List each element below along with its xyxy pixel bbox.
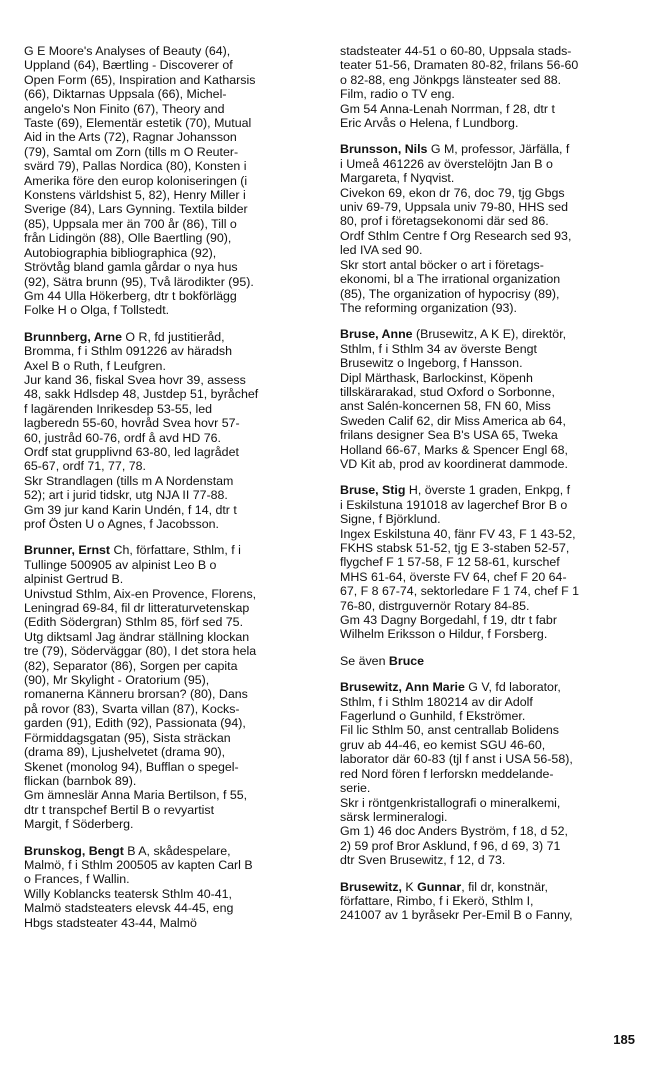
entry-line: [24, 260, 322, 274]
entry-line: [24, 760, 322, 774]
entry-text: (79), Samtal om Zorn (tills m O Reuter-: [24, 144, 239, 159]
entry-text: Bromma, f i Sthlm 091226 av häradsh: [24, 344, 232, 359]
entry-text: stadsteater 44-51 o 60-80, Uppsala stads-: [340, 44, 572, 58]
entry-line: [340, 214, 638, 228]
entry-text: Ch, författare, Sthlm, f i: [110, 543, 241, 558]
entry-line: [340, 73, 638, 87]
entry-line: [340, 695, 638, 709]
entry-line: [24, 289, 322, 303]
entry-text: alpinist Gertrud B.: [24, 572, 124, 587]
entry-line: [24, 445, 322, 459]
entry-text: Univstud Sthlm, Aix-en Provence, Florens,: [24, 586, 257, 601]
entry-line: [340, 229, 638, 243]
dictionary-entry: [24, 330, 322, 532]
entry-text: 65-67, ordf 71, 77, 78.: [24, 459, 146, 474]
entry-line: [24, 858, 322, 872]
entry-text: Wilhelm Eriksson o Hildur, f Forsberg.: [340, 627, 548, 642]
entry-headword: Bruse, Stig: [340, 483, 406, 498]
entry-line: [340, 301, 638, 315]
entry-line: [24, 303, 322, 317]
entry-line: [340, 356, 638, 370]
entry-text: (82), Separator (86), Sorgen per capita: [24, 658, 238, 673]
entry-text: Dipl Märthask, Barlockinst, Köpenh: [340, 370, 533, 385]
entry-text: Ordf Sthlm Centre f Org Research sed 93,: [340, 228, 572, 243]
entry-text: från Lidingön (88), Olle Baertling (90),: [24, 231, 232, 246]
entry-text: (85), The organization of hypocrisy (89),: [340, 286, 560, 301]
entry-text: Skr stort antal böcker o art i företags-: [340, 257, 544, 272]
entry-line: [340, 512, 638, 526]
entry-text: 241007 av 1 byråsekr Per-Emil B o Fanny,: [340, 908, 573, 923]
entry-line: [24, 673, 322, 687]
entry-line: [24, 58, 322, 72]
entry-text: Willy Koblancks teatersk Sthlm 40-41,: [24, 886, 232, 901]
entry-line: [24, 102, 322, 116]
entry-line: [340, 102, 638, 116]
entry-line: [24, 130, 322, 144]
entry-text: romanerna Känneru brorsan? (80), Dans: [24, 687, 248, 702]
entry-text: Folke H o Olga, f Tollstedt.: [24, 303, 170, 318]
entry-line: [340, 443, 638, 457]
entry-line: [340, 627, 638, 641]
entry-line: [340, 87, 638, 101]
entry-line: [340, 498, 638, 512]
entry-text: Fil lic Sthlm 50, anst centrallab Bolidens: [340, 723, 560, 738]
entry-text: Gm 43 Dagny Borgedahl, f 19, dtr t fabr: [340, 613, 557, 628]
entry-line: [340, 483, 638, 497]
entry-text: på rovor (83), Svarta villan (87), Kocks-: [24, 701, 240, 716]
entry-text: tillskärarakad, stud Oxford o Sorbonne,: [340, 384, 555, 399]
entry-line: [24, 159, 322, 173]
entry-text: Utg diktsaml Jag ändrar ställning klockan: [24, 629, 250, 644]
entry-line: [24, 702, 322, 716]
entry-text: (92), Sätra brunn (95), Två lärodikter (95).: [24, 274, 254, 289]
entry-line: [340, 723, 638, 737]
entry-line: [340, 908, 638, 922]
entry-text: Malmö stadsteaters elevsk 44-45, eng: [24, 901, 234, 916]
entry-line: [24, 474, 322, 488]
entry-text: Gm 39 jur kand Karin Undén, f 14, dtr t: [24, 502, 237, 517]
entry-line: [340, 894, 638, 908]
entry-text: Open Form (65), Inspiration and Katharsis: [24, 72, 256, 87]
entry-line: [340, 327, 638, 341]
entry-headword: Brusewitz, Ann Marie: [340, 680, 465, 695]
entry-line: [340, 287, 638, 301]
entry-text: H, överste 1 graden, Enkpg, f: [405, 483, 571, 498]
entry-highlight: Gunnar: [417, 879, 462, 894]
entry-highlight: Bruce: [388, 653, 425, 668]
entry-text: Brusewitz o Ingeborg, f Hansson.: [340, 356, 523, 371]
dictionary-entry: [340, 654, 638, 668]
entry-headword: Brunner, Ernst: [24, 543, 111, 558]
entry-text: 52); art i jurid tidskr, utg NJA II 77-88.: [24, 488, 228, 503]
entry-line: [24, 330, 322, 344]
entry-text: Gm 54 Anna-Lenah Norrman, f 28, dtr t: [340, 101, 555, 116]
entry-line: [340, 44, 638, 58]
entry-line: [340, 781, 638, 795]
entry-text: (Edith Södergran) Sthlm 85, förf sed 75.: [24, 615, 244, 630]
entry-line: [24, 844, 322, 858]
entry-line: [24, 558, 322, 572]
entry-line: [340, 157, 638, 171]
entry-text: ekonomi, bl a The irrational organization: [340, 272, 561, 287]
entry-line: [24, 630, 322, 644]
entry-text: Skr i röntgenkristallografi o mineralkemi,: [340, 795, 561, 810]
entry-line: [24, 459, 322, 473]
entry-line: [340, 613, 638, 627]
entry-text: anst Salén-koncernen 58, FN 60, Miss: [340, 399, 551, 414]
entry-text: Amerika före den europ koloniseringen (i: [24, 173, 248, 188]
entry-line: [340, 767, 638, 781]
entry-text: särsk lermineralogi.: [340, 809, 448, 824]
entry-line: [24, 803, 322, 817]
entry-line: [340, 200, 638, 214]
entry-text: o 82-88, eng Jönkpgs länsteater sed 88.: [340, 72, 562, 87]
entry-text: Strövtåg bland gamla gårdar o nya hus: [24, 260, 238, 275]
entry-line: [340, 527, 638, 541]
entry-line: [24, 503, 322, 517]
entry-line: [24, 116, 322, 130]
entry-line: [24, 488, 322, 502]
entry-line: [340, 853, 638, 867]
left-column: [24, 44, 322, 942]
entry-line: [340, 654, 638, 668]
entry-text: Uppland (64), Bærtling - Discoverer of: [24, 58, 233, 73]
entry-text: serie.: [340, 781, 371, 796]
entry-text: Förmiddagsgatan (95), Sista sträckan: [24, 730, 231, 745]
entry-line: [340, 457, 638, 471]
entry-text: MHS 61-64, överste FV 64, chef F 20 64-: [340, 569, 567, 584]
entry-text: red Nord fören f lerforskn meddelande-: [340, 766, 554, 781]
entry-text: 60, justråd 60-76, ordf å avd HD 76.: [24, 430, 221, 445]
entry-line: [24, 73, 322, 87]
entry-text: Sweden Calif 62, dir Miss America ab 64,: [340, 413, 566, 428]
entry-text: (Brusewitz, A K E), direktör,: [412, 327, 567, 342]
entry-text: i Umeå 461226 av överstelöjtn Jan B o: [340, 156, 553, 171]
entry-text: Civekon 69, ekon dr 76, doc 79, tjg Gbgs: [340, 185, 565, 200]
entry-text: G V, fd laborator,: [464, 680, 561, 695]
dictionary-entry: [340, 327, 638, 471]
entry-text: Malmö, f i Sthlm 200505 av kapten Carl B: [24, 857, 253, 872]
entry-text: angelo's Non Finito (67), Theory and: [24, 101, 225, 116]
entry-text: (85), Uppsala mer än 700 år (86), Till o: [24, 216, 237, 231]
entry-line: [24, 659, 322, 673]
entry-text: Konstens världshist 5, 82), Henry Miller i: [24, 188, 246, 203]
entry-line: [24, 402, 322, 416]
entry-line: [340, 584, 638, 598]
entry-line: [24, 543, 322, 557]
entry-text: Margareta, f Nyqvist.: [340, 171, 455, 186]
dictionary-entry: [340, 44, 638, 130]
entry-text: Aid in the Arts (72), Ragnar Johansson: [24, 130, 237, 145]
dictionary-entry: [24, 44, 322, 318]
entry-text: G M, professor, Järfälla, f: [427, 142, 570, 157]
entry-text: flickan (barnbok 89).: [24, 773, 137, 788]
entry-line: [340, 371, 638, 385]
entry-line: [340, 599, 638, 613]
dictionary-entry: [340, 142, 638, 315]
entry-headword: Bruse, Anne: [340, 327, 413, 342]
entry-text: teater 51-56, Dramaten 80-82, frilans 56-60: [340, 58, 579, 73]
entry-text: B A, skådespelare,: [123, 843, 231, 858]
entry-line: [340, 186, 638, 200]
entry-line: [24, 174, 322, 188]
entry-line: [340, 541, 638, 555]
entry-line: [24, 359, 322, 373]
entry-line: [340, 342, 638, 356]
entry-text: Skenet (monolog 94), Bufflan o spegel-: [24, 759, 239, 774]
entry-line: [340, 709, 638, 723]
entry-headword: Brusewitz,: [340, 879, 402, 894]
entry-text: tre (79), Söderväggar (80), I det stora hela: [24, 644, 257, 659]
entry-text: Tullinge 500905 av alpinist Leo B o: [24, 557, 217, 572]
entry-line: [340, 142, 638, 156]
entry-text: (90), Mr Skylight - Oratorium (95),: [24, 673, 210, 688]
entry-text: flygchef F 1 57-58, F 12 58-61, kurschef: [340, 555, 560, 570]
entry-line: [24, 887, 322, 901]
entry-text: Se även: [340, 653, 389, 668]
entry-text: dtr t transpchef Bertil B o revyartist: [24, 802, 215, 817]
dictionary-entry: [340, 483, 638, 641]
entry-line: [24, 344, 322, 358]
entry-line: [24, 416, 322, 430]
entry-text: 80, prof i företagsekonomi där sed 86.: [340, 214, 549, 229]
entry-text: f lagärenden Inrikesdep 53-55, led: [24, 401, 213, 416]
entry-text: 76-80, distrguvernör Rotary 84-85.: [340, 598, 530, 613]
entry-line: [340, 752, 638, 766]
entry-text: Ingex Eskilstuna 40, fänr FV 43, F 1 43-52,: [340, 526, 576, 541]
entry-text: Sthlm, f i Sthlm 180214 av dir Adolf: [340, 694, 533, 709]
entry-headword: Brunnberg, Arne: [24, 329, 122, 344]
entry-line: [24, 275, 322, 289]
entry-headword: Brunsson, Nils: [340, 142, 428, 157]
entry-text: Ordf stat grupplivnd 63-80, led lagrådet: [24, 444, 239, 459]
entry-text: Gm ämneslär Anna Maria Bertilson, f 55,: [24, 788, 248, 803]
entry-text: (66), Diktarnas Uppsala (66), Michel-: [24, 87, 227, 102]
entry-text: laborator där 60-83 (tjl f anst i USA 56-58),: [340, 752, 573, 767]
entry-text: Signe, f Björklund.: [340, 512, 441, 527]
entry-line: [24, 788, 322, 802]
entry-line: [340, 272, 638, 286]
entry-text: Margit, f Söderberg.: [24, 817, 134, 832]
entry-line: [24, 587, 322, 601]
entry-text: Holland 66-67, Marks & Spencer Engl 68,: [340, 442, 568, 457]
entry-text: Leningrad 69-84, fil dr litteraturvetenskap: [24, 601, 250, 616]
entry-line: [24, 872, 322, 886]
entry-line: [340, 399, 638, 413]
entry-line: [340, 243, 638, 257]
entry-line: [24, 188, 322, 202]
entry-text: Film, radio o TV eng.: [340, 87, 455, 102]
entry-line: [340, 680, 638, 694]
entry-text: 67, F 8 67-74, sektorledare F 1 74, chef F 1: [340, 584, 579, 599]
entry-text: frilans designer Sea B's USA 65, Tweka: [340, 428, 558, 443]
entry-line: [340, 258, 638, 272]
entry-line: [24, 145, 322, 159]
entry-text: VD Kit ab, prod av koordinerat dammode.: [340, 456, 568, 471]
entry-line: [24, 231, 322, 245]
entry-line: [340, 171, 638, 185]
entry-line: [340, 570, 638, 584]
entry-text: G E Moore's Analyses of Beauty (64),: [24, 44, 231, 58]
entry-text: Autobiographia bibliographica (92),: [24, 245, 217, 260]
entry-line: [24, 217, 322, 231]
entry-text: o Frances, f Wallin.: [24, 872, 130, 887]
entry-line: [24, 644, 322, 658]
entry-line: [340, 116, 638, 130]
entry-line: [24, 817, 322, 831]
dictionary-entry: [340, 880, 638, 923]
entry-line: [24, 731, 322, 745]
entry-line: [340, 414, 638, 428]
entry-line: [24, 44, 322, 58]
dictionary-entry: [340, 680, 638, 867]
entry-text: Gm 44 Ulla Hökerberg, dtr t bokförlägg: [24, 288, 237, 303]
entry-text: prof Östen U o Agnes, f Jacobsson.: [24, 517, 219, 531]
entry-line: [24, 87, 322, 101]
right-column: [340, 44, 638, 935]
entry-text: univ 69-79, Uppsala univ 79-80, HHS sed: [340, 200, 568, 215]
entry-line: [340, 58, 638, 72]
entry-text: , fil dr, konstnär,: [461, 879, 548, 894]
entry-text: Sthlm, f i Sthlm 34 av överste Bengt: [340, 341, 537, 356]
entry-line: [340, 738, 638, 752]
entry-line: [24, 745, 322, 759]
entry-text: dtr Sven Brusewitz, f 12, d 73.: [340, 853, 506, 868]
entry-line: [340, 880, 638, 894]
entry-line: [24, 901, 322, 915]
entry-line: [24, 246, 322, 260]
entry-line: [24, 687, 322, 701]
entry-text: 2) 59 prof Bror Asklund, f 96, d 69, 3) 71: [340, 838, 561, 853]
entry-line: [24, 716, 322, 730]
entry-line: [24, 517, 322, 531]
entry-line: [340, 555, 638, 569]
entry-line: [24, 202, 322, 216]
entry-text: K: [401, 879, 418, 894]
entry-line: [24, 387, 322, 401]
entry-text: FKHS stabsk 51-52, tjg E 3-staben 52-57,: [340, 541, 570, 555]
entry-text: Eric Arvås o Helena, f Lundborg.: [340, 116, 519, 131]
entry-line: [24, 615, 322, 629]
entry-line: [340, 810, 638, 824]
entry-text: 48, sakk Hdlsdep 48, Justdep 51, byråchef: [24, 387, 259, 402]
entry-text: Sverige (84), Lars Gynning. Textila bilder: [24, 202, 248, 217]
entry-headword: Brunskog, Bengt: [24, 843, 124, 858]
entry-text: led IVA sed 90.: [340, 243, 423, 258]
entry-text: Axel B o Ruth, f Leufgren.: [24, 358, 166, 373]
entry-line: [24, 572, 322, 586]
entry-line: [340, 428, 638, 442]
entry-text: The reforming organization (93).: [340, 300, 517, 315]
page-number: 185: [613, 1032, 635, 1047]
entry-line: [340, 385, 638, 399]
entry-line: [24, 431, 322, 445]
entry-text: i Eskilstuna 191018 av lagerchef Bror B o: [340, 497, 568, 512]
entry-text: Taste (69), Elementär estetik (70), Mutual: [24, 116, 252, 131]
entry-line: [24, 601, 322, 615]
entry-text: gruv ab 44-46, eo kemist SGU 46-60,: [340, 737, 546, 752]
entry-text: Jur kand 36, fiskal Svea hovr 39, assess: [24, 372, 246, 387]
dictionary-entry: [24, 543, 322, 831]
entry-text: författare, Rimbo, f i Ekerö, Sthlm I,: [340, 893, 534, 908]
entry-text: svärd 79), Pallas Nordica (80), Konsten i: [24, 159, 247, 174]
entry-text: Fagerlund o Gunhild, f Ekströmer.: [340, 709, 526, 724]
entry-text: garden (91), Edith (92), Passionata (94),: [24, 716, 246, 731]
entry-text: (drama 89), Ljushelvetet (drama 90),: [24, 745, 226, 760]
entry-text: O R, fd justitieråd,: [121, 329, 225, 344]
entry-text: Gm 1) 46 doc Anders Byström, f 18, d 52,: [340, 824, 568, 839]
entry-line: [24, 774, 322, 788]
entry-line: [340, 839, 638, 853]
entry-text: Skr Strandlagen (tills m A Nordenstam: [24, 473, 234, 488]
entry-line: [24, 916, 322, 930]
entry-line: [340, 796, 638, 810]
entry-text: Hbgs stadsteater 43-44, Malmö: [24, 915, 197, 930]
entry-text: lagberedn 55-60, hovråd Svea hovr 57-: [24, 416, 240, 431]
dictionary-entry: [24, 844, 322, 930]
entry-line: [24, 373, 322, 387]
entry-line: [340, 824, 638, 838]
